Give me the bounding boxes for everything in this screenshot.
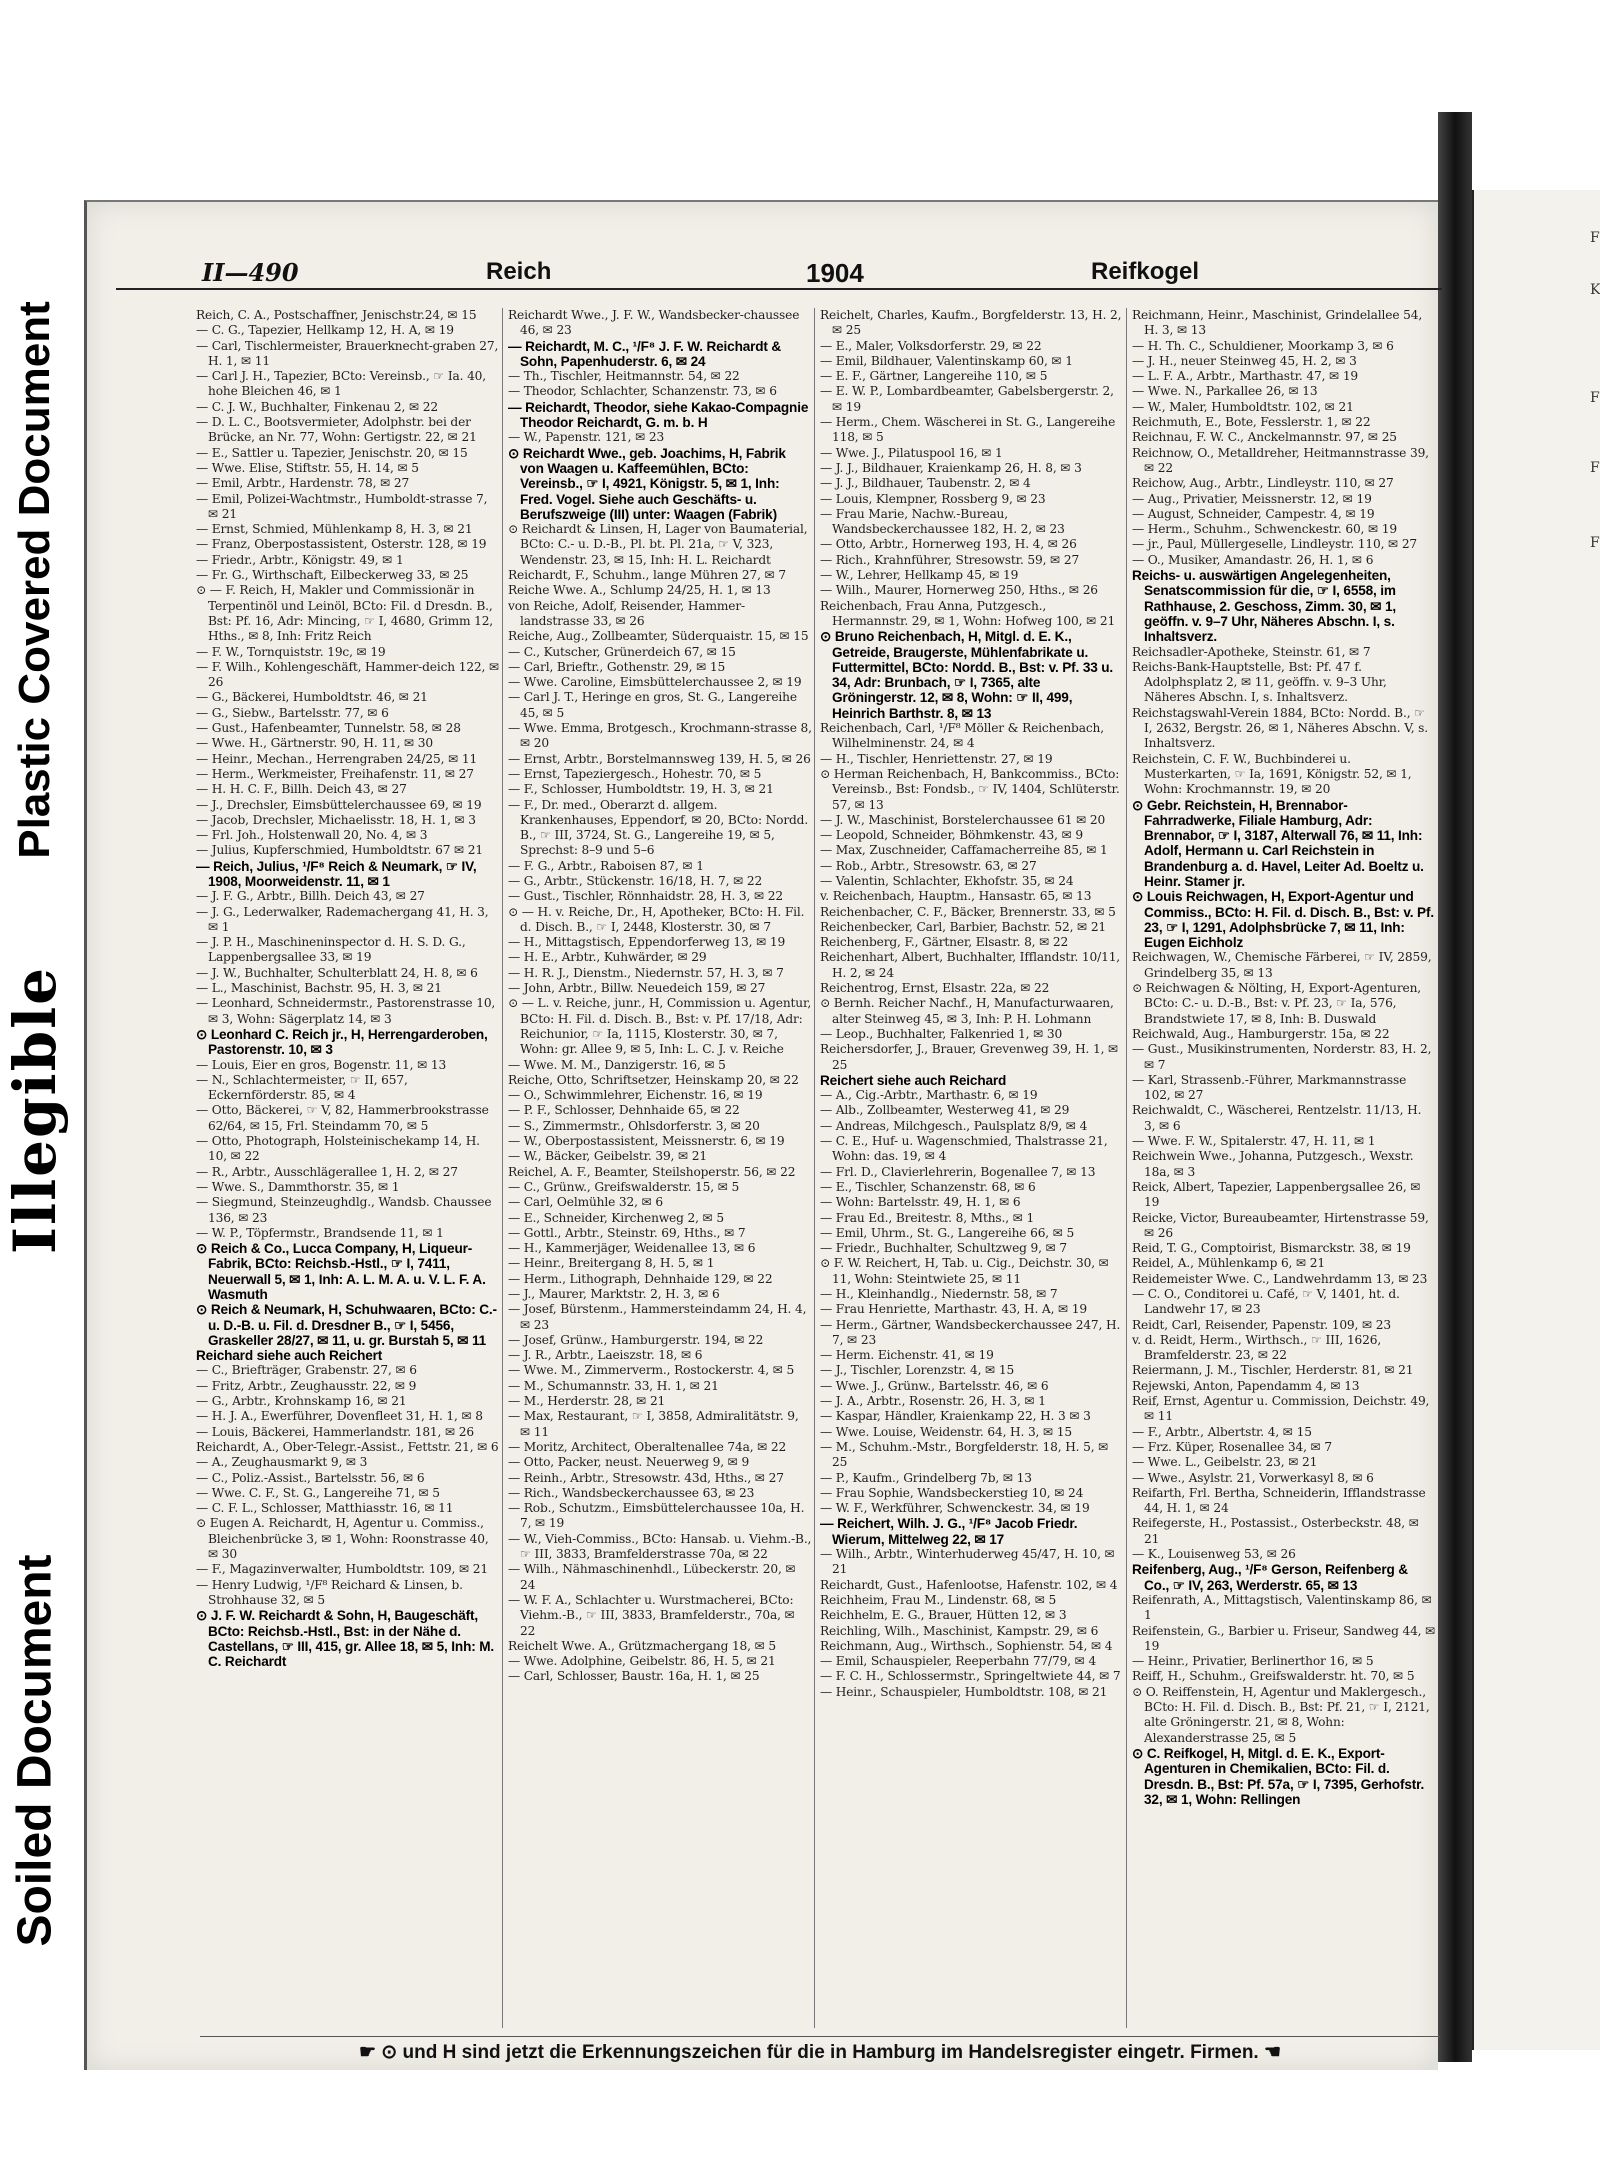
directory-entry: Reich, C. A., Postschaffner, Jenischstr.24, ✉ 15 — [196, 308, 477, 322]
plastic-covered-text: Plastic Covered Document — [10, 301, 59, 859]
directory-entry: — Heinr., Privatier, Berlinerthor 16, ✉ 5 — [1132, 1654, 1374, 1669]
directory-entry: Reichenbach, Frau Anna, Putzgesch., Hermannstr. 29, ✉ 1, Wohn: Hofweg 100, ✉ 21 — [820, 598, 1116, 628]
directory-entry: — Emil, Schauspieler, Reeperbahn 77/79, ✉ 4 — [820, 1654, 1097, 1669]
directory-entry: Reichmann, Heinr., Maschinist, Grindelallee 54, H. 3, ✉ 13 — [1132, 308, 1423, 338]
directory-entry: — Henry Ludwig, ¹/F⁸ Reichard & Linsen, b. Strohhause 32, ✉ 5 — [196, 1577, 463, 1607]
directory-entry: — O., Musiker, Amandastr. 26, H. 1, ✉ 6 — [1132, 552, 1374, 567]
directory-entry: — Kaspar, Händler, Kraienkamp 22, H. 3 ✉ 3 — [820, 1409, 1091, 1424]
directory-entry: Reichardt, Gust., Hafenlootse, Hafenstr. 102, ✉ 4 — [820, 1577, 1118, 1592]
directory-entry: Reicke, Victor, Bureaubeamter, Hirtenstrasse 59, ✉ 26 — [1132, 1210, 1429, 1240]
illegible-label — [0, 960, 70, 1260]
directory-column-3 — [820, 308, 1124, 2028]
directory-entry: — M., Herderstr. 28, ✉ 21 — [508, 1394, 666, 1409]
directory-entry: — Frau Marie, Nachw.-Bureau, Wandsbeckerchaussee 182, H. 2, ✉ 23 — [820, 506, 1065, 537]
directory-entry: — jr., Paul, Müllergeselle, Lindleystr. 110, ✉ 27 — [1132, 537, 1418, 552]
directory-entry: — Gust., Hafenbeamter, Tunnelstr. 58, ✉ 28 — [196, 721, 461, 736]
directory-entry: — Frau Sophie, Wandsbeckerstieg 10, ✉ 24 — [820, 1485, 1084, 1500]
directory-entry: — H. H. C. F., Billh. Deich 43, ✉ 27 — [196, 782, 407, 797]
directory-entry: — O., Schwimmlehrer, Eichenstr. 16, ✉ 19 — [508, 1088, 763, 1103]
directory-entry: — John, Arbtr., Billw. Neuedeich 159, ✉ 27 — [508, 981, 766, 996]
directory-entry: — Frau Henriette, Marthastr. 43, H. A, ✉ 19 — [820, 1302, 1088, 1317]
directory-entry: — Leop., Buchhalter, Falkenried 1, ✉ 30 — [820, 1026, 1063, 1041]
directory-entry: Reiche Wwe. A., Schlump 24/25, H. 1, ✉ 13 — [508, 583, 771, 598]
directory-entry: — P. F., Schlosser, Dehnhaide 65, ✉ 22 — [508, 1103, 740, 1118]
directory-entry: — Frl. Joh., Holstenwall 20, No. 4, ✉ 3 — [196, 828, 428, 843]
adjacent-page-letter: K — [1590, 282, 1600, 298]
directory-entry: Reiche, Otto, Schriftsetzer, Heinskamp 20, ✉ 22 — [508, 1072, 799, 1087]
directory-entry: — C. J. W., Buchhalter, Finkenau 2, ✉ 22 — [196, 399, 438, 414]
directory-entry: ⊙ — H. v. Reiche, Dr., H, Apotheker, BCto: H. Fil. d. Disch. B., ☞ I, 2448, Klosterstr. 30, ✉ 7 — [508, 904, 805, 934]
directory-entry: — F., Dr. med., Oberarzt d. allgem. Krankenhauses, Eppendorf, ✉ 20, BCto: Nordd. B., ☞ III, 3724, St. G., Langereihe 19, ✉ 5, Sprechst: 8–9 und 5–6 — [508, 797, 809, 858]
column-divider — [502, 308, 503, 2028]
directory-entry: — Otto, Arbtr., Hornerweg 193, H. 4, ✉ 26 — [820, 537, 1077, 552]
page-footer-note: ☛ ⊙ und H sind jetzt die Erkennungszeichen für die in Hamburg im Handelsregister eingetr. Firmen. ☚ — [200, 2036, 1440, 2070]
directory-entry-firm: — Reich, Julius, ¹/F⁸ Reich & Neumark, ☞ IV, 1908, Moorweidenstr. 11, ✉ 1 — [196, 858, 477, 889]
directory-entry: ⊙ — F. Reich, H, Makler und Commissionär in Terpentinöl und Leinöl, BCto: Fil. d Dresdn. B., Bst: Pf. 16, Adr: Mincing, ☞ I, 4680, Grimm 12, Hths., ✉ 8, Inh: Fritz Reich — [196, 583, 494, 644]
directory-entry: — J., Drechsler, Eimsbüttelerchaussee 69, ✉ 19 — [196, 797, 482, 812]
page-number: II—490 — [202, 258, 299, 287]
directory-entry: — C., Grünw., Greifswalderstr. 15, ✉ 5 — [508, 1179, 740, 1194]
directory-entry-firm: ⊙ Bruno Reichenbach, H, Mitgl. d. E. K., Getreide, Braugerste, Mühlenfabrikate u. Futtermittel, BCto: Nordd. B., Bst: v. Pf. 33 u. 34, Adr: Brunbach, ☞ I, 7365, alte Gröningerstr. 12, ✉ 8, Wohn: ☞ II, 499, Heinrich Barthstr. 8, ✉ 13 — [820, 629, 1114, 721]
directory-entry: — E., Tischler, Schanzenstr. 68, ✉ 6 — [820, 1179, 1036, 1194]
directory-entry: — J. W., Buchhalter, Schulterblatt 24, H. 8, ✉ 6 — [196, 965, 478, 980]
directory-entry: — Moritz, Architect, Oberaltenallee 74a, ✉ 22 — [508, 1439, 787, 1454]
directory-entry: — E., Maler, Volksdorferstr. 29, ✉ 22 — [820, 338, 1042, 353]
directory-entry: — Gottl., Arbtr., Steinstr. 69, Hths., ✉ 7 — [508, 1225, 746, 1240]
directory-entry: — Ernst, Tapeziergesch., Hohestr. 70, ✉ 5 — [508, 766, 762, 781]
directory-entry: — A., Cig.-Arbtr., Marthastr. 6, ✉ 19 — [820, 1088, 1038, 1103]
adjacent-page-letter: F — [1590, 390, 1600, 406]
directory-entry: Reichhelm, E. G., Brauer, Hütten 12, ✉ 3 — [820, 1608, 1067, 1623]
directory-entry: — J. G., Lederwalker, Rademachergang 41, H. 3, ✉ 1 — [196, 904, 489, 934]
directory-entry: ⊙ Herman Reichenbach, H, Bankcommiss., BCto: Vereinsb., Bst: Fondsb., ☞ IV, 1404, Schlüterstr. 57, ✉ 13 — [820, 766, 1120, 812]
directory-entry: Reif, Ernst, Agentur u. Commission, Deichstr. 49, ✉ 11 — [1132, 1394, 1430, 1424]
directory-entry: Reichheim, Frau M., Lindenstr. 68, ✉ 5 — [820, 1592, 1057, 1607]
directory-entry-firm: Reifenberg, Aug., ¹/F⁸ Gerson, Reifenberg & Co., ☞ IV, 263, Werderstr. 65, ✉ 13 — [1132, 1562, 1408, 1593]
directory-entry: — Otto, Photograph, Holsteinischekamp 14, H. 10, ✉ 22 — [196, 1134, 480, 1164]
directory-entry-firm: ⊙ Reich & Neumark, H, Schuhwaaren, BCto: C.- u. D.-B. u. Fil. d. Dresdner B., ☞ I, 5456, Graskeller 28/27, ✉ 11, u. gr. Burstah 5, ✉ 11 — [196, 1302, 497, 1348]
directory-entry: — Otto, Packer, neust. Neuerweg 9, ✉ 9 — [508, 1455, 750, 1470]
directory-entry: — Carl, Tischlermeister, Brauerknecht-graben 27, H. 1, ✉ 11 — [196, 338, 499, 368]
directory-entry: — Wwe. J., Pilatuspool 16, ✉ 1 — [820, 445, 1003, 460]
directory-entry: — W., Papenstr. 121, ✉ 23 — [508, 430, 665, 445]
directory-entry: — Theodor, Schlachter, Schanzenstr. 73, ✉ 6 — [508, 384, 777, 399]
directory-entry: — Jacob, Drechsler, Michaelisstr. 18, H. 1, ✉ 3 — [196, 812, 476, 827]
directory-entry: — Alb., Zollbeamter, Westerweg 41, ✉ 29 — [820, 1103, 1070, 1118]
directory-entry: ⊙ Reichardt & Linsen, H, Lager von Baumaterial, BCto: C.- u. D.-B., Pl. bt. Pl. 21a, ☞ V, 323, Wendenstr. 23, ✉ 15, Inh: H. L. Reichardt — [508, 522, 808, 567]
directory-entry: — M., Schuhm.-Mstr., Borgfelderstr. 18, H. 5, ✉ 25 — [820, 1439, 1109, 1470]
directory-entry: von Reiche, Adolf, Reisender, Hammer-landstrasse 33, ✉ 26 — [508, 598, 745, 628]
directory-entry: — W. F., Werkführer, Schwenckestr. 34, ✉ 19 — [820, 1501, 1090, 1516]
directory-entry-firm: ⊙ Louis Reichwagen, H, Export-Agentur und Commiss., BCto: H. Fil. d. Disch. B., Bst: v. Pf. 23, ☞ I, 1291, Adolphsbrücke 7, ✉ 11, Inh: Eugen Eichholz — [1132, 889, 1434, 951]
directory-entry-firm: ⊙ C. Reifkogel, H, Mitgl. d. E. K., Export-Agenturen in Chemikalien, BCto: Fil. d. Dresdn. B., Bst: Pf. 57a, ☞ I, 7395, Gerhofstr. 32, ✉ 1, Wohn: Rellingen — [1132, 1745, 1425, 1807]
directory-entry: — H., Tischler, Henriettenstr. 27, ✉ 19 — [820, 751, 1053, 766]
directory-entry: — D. L. C., Bootsvermieter, Adolphstr. bei der Brücke, an Nr. 77, Wohn: Gertigstr. 22, ✉ 21 — [196, 415, 477, 445]
directory-entry: — C. E., Huf- u. Wagenschmied, Thalstrasse 21, Wohn: das. 19, ✉ 4 — [820, 1134, 1108, 1164]
illegible-text: Illegible — [1, 965, 69, 1255]
directory-entry: — J. P. H., Maschineninspector d. H. S. D. G., Lappenbergsallee 33, ✉ 19 — [196, 935, 466, 965]
directory-entry: — A., Zeughausmarkt 9, ✉ 3 — [196, 1455, 368, 1470]
directory-entry: — W., Maler, Humboldtstr. 102, ✉ 21 — [1132, 399, 1354, 414]
directory-entry: Reichardt, F., Schuhm., lange Mühren 27, ✉ 7 — [508, 568, 786, 583]
page-header — [116, 256, 1442, 290]
directory-entry: — G., Arbtr., Stückenstr. 16/18, H. 7, ✉ 22 — [508, 873, 763, 888]
directory-entry: — R., Arbtr., Ausschlägerallee 1, H. 2, ✉ 27 — [196, 1164, 458, 1179]
directory-entry: — Wohn: Bartelsstr. 49, H. 1, ✉ 6 — [820, 1195, 1021, 1210]
directory-entry: — M., Schumannstr. 33, H. 1, ✉ 21 — [508, 1378, 719, 1393]
directory-entry: — Wwe. Adolphine, Geibelstr. 86, H. 5, ✉ 21 — [508, 1654, 776, 1669]
directory-entry: — H. E., Arbtr., Kuhwärder, ✉ 29 — [508, 950, 707, 965]
directory-entry: — Ernst, Schmied, Mühlenkamp 8, H. 3, ✉ 21 — [196, 522, 473, 537]
directory-entry: — Friedr., Buchhalter, Schultzweg 9, ✉ 7 — [820, 1241, 1067, 1256]
directory-entry-firm: — Reichardt, Theodor, siehe Kakao-Compagnie Theodor Reichardt, G. m. b. H — [508, 399, 809, 431]
directory-column-2 — [508, 308, 812, 2028]
directory-entry: — Herm., Chem. Wäscherei in St. G., Langereihe 118, ✉ 5 — [820, 415, 1116, 445]
directory-entry: — Herm., Schuhm., Schwenckestr. 60, ✉ 19 — [1132, 522, 1397, 537]
directory-entry: — Wwe., Asylstr. 21, Vorwerkasyl 8, ✉ 6 — [1132, 1470, 1374, 1485]
directory-entry-firm: — Reichardt, M. C., ¹/F⁸ J. F. W. Reichardt & Sohn, Papenhuderstr. 6, ✉ 24 — [508, 338, 782, 369]
directory-entry: — Wwe. L., Geibelstr. 23, ✉ 21 — [1132, 1455, 1318, 1470]
directory-entry: — Carl J. H., Tapezier, BCto: Vereinsb., ☞ Ia. 40, hohe Bleichen 46, ✉ 1 — [196, 369, 487, 399]
directory-entry: — Otto, Bäckerei, ☞ V, 82, Hammerbrookstrasse 62/64, ✉ 15, Frl. Steindamm 70, ✉ 5 — [196, 1103, 489, 1133]
adjacent-page-letter: F — [1590, 535, 1600, 551]
directory-entry: — Emil, Arbtr., Hardenstr. 78, ✉ 27 — [196, 476, 410, 491]
directory-entry: Reichwald, Aug., Hamburgerstr. 15a, ✉ 22 — [1132, 1026, 1390, 1041]
directory-entry: — F., Arbtr., Albertstr. 4, ✉ 15 — [1132, 1424, 1312, 1439]
directory-entry: — Carl, Brieftr., Gothenstr. 29, ✉ 15 — [508, 659, 726, 674]
directory-entry: — S., Zimmermstr., Ohlsdorferstr. 3, ✉ 20 — [508, 1118, 760, 1133]
directory-entry: — Rich., Wandsbeckerchaussee 63, ✉ 23 — [508, 1485, 755, 1500]
directory-entry: — Wwe. N., Parkallee 26, ✉ 13 — [1132, 384, 1318, 399]
directory-entry: — Fr. G., Wirthschaft, Eilbeckerweg 33, ✉ 25 — [196, 568, 469, 583]
directory-entry: — Josef, Bürstenm., Hammersteindamm 24, H. 4, ✉ 23 — [508, 1302, 807, 1332]
directory-entry: — Josef, Grünw., Hamburgerstr. 194, ✉ 22 — [508, 1332, 764, 1347]
directory-entry: — C., Poliz.-Assist., Bartelsstr. 56, ✉ 6 — [196, 1470, 425, 1485]
directory-entry: Reichel, A. F., Beamter, Steilshoperstr. 56, ✉ 22 — [508, 1164, 796, 1179]
directory-entry: Reichwaldt, C., Wäscherei, Rentzelstr. 11/13, H. 3, ✉ 6 — [1132, 1103, 1422, 1133]
directory-entry: — Rob., Arbtr., Stresowstr. 63, ✉ 27 — [820, 858, 1037, 873]
directory-entry: ⊙ — L. v. Reiche, junr., H, Commission u. Agentur, BCto: H. Fil. d. Disch. B., Bst: v. Pf. 17/18, Adr: Reichunior, ☞ Ia, 1115, Klosterstr. 30, ✉ 7, Wohn: gr. Allee 9, ✉ 5, Inh: L. C. J. v. Reiche — [508, 996, 812, 1057]
directory-entry: — J. R., Arbtr., Laeiszstr. 18, ✉ 6 — [508, 1348, 703, 1363]
directory-entry: — G., Arbtr., Krohnskamp 16, ✉ 21 — [196, 1394, 407, 1409]
directory-entry: — C. O., Conditorei u. Café, ☞ V, 1401, ht. d. Landwehr 17, ✉ 23 — [1132, 1287, 1400, 1317]
directory-entry: — Rob., Schutzm., Eimsbüttelerchaussee 10a, H. 7, ✉ 19 — [508, 1501, 805, 1531]
directory-entry: Reifenstein, G., Barbier u. Friseur, Sandweg 44, ✉ 19 — [1132, 1623, 1436, 1653]
directory-entry: — W., Lehrer, Hellkamp 45, ✉ 19 — [820, 568, 1019, 583]
directory-entry: — Friedr., Arbtr., Königstr. 49, ✉ 1 — [196, 552, 404, 567]
directory-entry: — Heinr., Breitergang 8, H. 5, ✉ 1 — [508, 1256, 715, 1271]
directory-entry: — Louis, Eier en gros, Bogenstr. 11, ✉ 13 — [196, 1057, 447, 1072]
directory-entry: — Siegmund, Steinzeughdlg., Wandsb. Chaussee 136, ✉ 23 — [196, 1195, 492, 1225]
directory-entry-firm: ⊙ J. F. W. Reichardt & Sohn, H, Baugeschäft, BCto: Reichsb.-Hstl., Bst: in der Nähe d. Castellans, ☞ III, 415, gr. Allee 18, ✉ 5, Inh: M. C. Reichardt — [196, 1608, 495, 1670]
directory-entry: — Ernst, Arbtr., Borstelmannsweg 139, H. 5, ✉ 26 — [508, 751, 811, 766]
directory-entry: — Leonhard, Schneidermstr., Pastorenstrasse 10, ✉ 3, Wohn: Sägerplatz 14, ✉ 3 — [196, 996, 496, 1026]
directory-entry: — C., Kutscher, Grünerdeich 67, ✉ 15 — [508, 644, 736, 659]
directory-entry: — August, Schneider, Campestr. 4, ✉ 19 — [1132, 506, 1375, 521]
directory-entry: — H. R. J., Dienstm., Niedernstr. 57, H. 3, ✉ 7 — [508, 965, 784, 980]
directory-entry: — F. W., Tornquiststr. 19c, ✉ 19 — [196, 644, 386, 659]
directory-entry: — Frl. D., Clavierlehrerin, Bogenallee 7, ✉ 13 — [820, 1164, 1096, 1179]
directory-entry: — Heinr., Mechan., Herrengraben 24/25, ✉ 11 — [196, 751, 478, 766]
directory-entry: — J. J., Bildhauer, Taubenstr. 2, ✉ 4 — [820, 476, 1031, 491]
adjacent-page-letter: F — [1590, 230, 1600, 246]
directory-entry-firm: ⊙ Reichardt Wwe., geb. Joachims, H, Fabrik von Waagen u. Kaffeemühlen, BCto: Vereinsb., ☞ I, 4921, Königstr. 5, ✉ 1, Inh: Fred. Vogel. Siehe auch Geschäfts- u. Berufszweige (III) unter: Waagen (Fabrik) — [508, 445, 786, 522]
directory-entry: — F. C. H., Schlossermstr., Springeltwiete 44, ✉ 7 — [820, 1669, 1121, 1684]
header-left-word: Reich — [486, 258, 552, 285]
directory-entry: ⊙ O. Reiffenstein, H, Agentur und Maklergesch., BCto: H. Fil. d. Disch. B., Bst: Pf. 21, ☞ I, 2121, alte Gröningerstr. 21, ✉ 8, Wohn: Alexanderstrasse 25, ✉ 5 — [1132, 1684, 1430, 1745]
directory-entry: — E. F., Gärtner, Langereihe 110, ✉ 5 — [820, 369, 1048, 384]
directory-entry: — Gust., Musikinstrumenten, Norderstr. 83, H. 2, ✉ 7 — [1132, 1042, 1432, 1072]
directory-entry: — Wilh., Arbtr., Winterhuderweg 45/47, H. 10, ✉ 21 — [820, 1547, 1115, 1577]
directory-entry-firm: Reichard siehe auch Reichert — [196, 1348, 383, 1364]
directory-entry: — Emil, Uhrm., St. G., Langereihe 66, ✉ 5 — [820, 1225, 1075, 1240]
directory-entry-firm: — Reichert, Wilh. J. G., ¹/F⁸ Jacob Friedr. Wierum, Mittelweg 22, ✉ 17 — [820, 1516, 1078, 1547]
directory-entry: — C. G., Tapezier, Hellkamp 12, H. A, ✉ 19 — [196, 323, 454, 338]
directory-entry: Reichsadler-Apotheke, Steinstr. 61, ✉ 7 — [1132, 644, 1371, 659]
directory-entry: ⊙ Bernh. Reicher Nachf., H, Manufacturwaaren, alter Steinweg 45, ✉ 3, Inh: P. H. Lohmann — [820, 996, 1114, 1026]
directory-entry: v. d. Reidt, Herm., Wirthsch., ☞ III, 1626, Bramfelderstr. 23, ✉ 22 — [1132, 1332, 1382, 1363]
book-binding — [1438, 112, 1472, 2062]
directory-entry: — Reinh., Arbtr., Stresowstr. 43d, Hths., ✉ 27 — [508, 1470, 784, 1485]
directory-entry: — W. F. A., Schlachter u. Wurstmacherei, BCto: Viehm.-B., ☞ III, 3833, Bramfelderstr., 70a, ✉ 22 — [508, 1592, 795, 1638]
directory-column-4 — [1132, 308, 1436, 2028]
directory-entry: Reichelt, Charles, Kaufm., Borgfelderstr. 13, H. 2, ✉ 25 — [820, 308, 1122, 338]
directory-entry: — G., Siebw., Bartelsstr. 77, ✉ 6 — [196, 705, 389, 720]
directory-entry: — Julius, Kupferschmied, Humboldtstr. 67 ✉ 21 — [196, 843, 484, 858]
directory-entry: — H. J. A., Ewerführer, Dovenfleet 31, H. 1, ✉ 8 — [196, 1409, 483, 1424]
directory-entry: — H. Th. C., Schuldiener, Moorkamp 3, ✉ 6 — [1132, 338, 1394, 353]
directory-entry: Reichardt Wwe., J. F. W., Wandsbecker-chaussee 46, ✉ 23 — [508, 308, 800, 338]
directory-entry: — K., Louisenweg 53, ✉ 26 — [1132, 1547, 1296, 1562]
directory-entry: Reid, T. G., Comptoirist, Bismarckstr. 38, ✉ 19 — [1132, 1241, 1411, 1256]
directory-entry: — Wwe. Caroline, Eimsbüttelerchaussee 2, ✉ 19 — [508, 675, 802, 690]
directory-entry: Reifegerste, H., Postassist., Osterbeckstr. 48, ✉ 21 — [1132, 1516, 1419, 1546]
directory-entry: — H., Kammerjäger, Weidenallee 13, ✉ 6 — [508, 1241, 756, 1256]
directory-entry: — Andreas, Milchgesch., Paulsplatz 8/9, ✉ 4 — [820, 1118, 1088, 1133]
directory-entry-firm: ⊙ Leonhard C. Reich jr., H, Herrengarderoben, Pastorenstr. 10, ✉ 3 — [196, 1026, 488, 1058]
directory-entry: — H., Mittagstisch, Eppendorferweg 13, ✉ 19 — [508, 935, 786, 950]
directory-entry: — Wilh., Nähmaschinenhdl., Lübeckerstr. 20, ✉ 24 — [508, 1562, 796, 1592]
directory-entry: — Wwe. S., Dammthorstr. 35, ✉ 1 — [196, 1179, 400, 1194]
directory-entry: Reidemeister Wwe. C., Landwehrdamm 13, ✉ 23 — [1132, 1271, 1428, 1286]
directory-entry: — Louis, Klempner, Rossberg 9, ✉ 23 — [820, 491, 1046, 506]
directory-entry: Reichelt Wwe. A., Grützmachergang 18, ✉ 5 — [508, 1638, 776, 1653]
directory-entry: — Frau Ed., Breitestr. 8, Mths., ✉ 1 — [820, 1210, 1035, 1225]
directory-entry-firm: ⊙ Gebr. Reichstein, H, Brennabor-Fahrradwerke, Filiale Hamburg, Adr: Brennabor, ☞ I, 3187, Alterwall 76, ✉ 11, Inh: Adolf, Hermann u. Carl Reichstein in Brandenburg a. d. Havel, Leiter Ad. Boeltz u. Heinr. Stamer jr. — [1132, 797, 1424, 889]
directory-entry: — Wwe. M., Zimmerverm., Rostockerstr. 4, ✉ 5 — [508, 1363, 795, 1378]
directory-entry: — Wwe. J., Grünw., Bartelsstr. 46, ✉ 6 — [820, 1378, 1049, 1393]
directory-entry: ⊙ Reichwagen & Nölting, H, Export-Agenturen, BCto: C.- u. D.-B., Bst: v. Pf. 23, ☞ Ia, 576, Brandstwiete 17, ✉ 8, Inh: B. Duswald — [1132, 981, 1422, 1026]
directory-entry: — J. J., Bildhauer, Kraienkamp 26, H. 8, ✉ 3 — [820, 460, 1082, 475]
directory-entry: — Wwe. Elise, Stiftstr. 55, H. 14, ✉ 5 — [196, 460, 419, 475]
directory-entry: Reichnau, F. W. C., Anckelmannstr. 97, ✉ 25 — [1132, 430, 1397, 445]
directory-entry: Reichardt, A., Ober-Telegr.-Assist., Fettstr. 21, ✉ 6 — [196, 1439, 499, 1454]
soiled-document-text: Soiled Document — [8, 1553, 62, 1947]
directory-entry: — Fritz, Arbtr., Zeughausstr. 22, ✉ 9 — [196, 1378, 417, 1393]
adjacent-page-letter: F — [1590, 460, 1600, 476]
directory-entry: — G., Bäckerei, Humboldtstr. 46, ✉ 21 — [196, 690, 428, 705]
directory-entry: — Karl, Strassenb.-Führer, Markmannstrasse 102, ✉ 27 — [1132, 1072, 1407, 1103]
directory-entry: Reichwein Wwe., Johanna, Putzgesch., Wexstr. 18a, ✉ 3 — [1132, 1149, 1414, 1179]
directory-entry: — Carl, Oelmühle 32, ✉ 6 — [508, 1195, 663, 1210]
directory-entry: — Herm., Werkmeister, Freihafenstr. 11, ✉ 27 — [196, 766, 474, 781]
directory-entry: — F. Wilh., Kohlengeschäft, Hammer-deich 122, ✉ 26 — [196, 659, 500, 690]
directory-entry: — C. F. L., Schlosser, Matthiasstr. 16, ✉ 11 — [196, 1501, 454, 1516]
directory-entry: — E., Schneider, Kirchenweg 2, ✉ 5 — [508, 1210, 724, 1225]
directory-entry: Reichs-Bank-Hauptstelle, Bst: Pf. 47 f. Adolphsplatz 2, ✉ 11, geöffn. v. 9–3 Uhr, Näheres Abschn. I, s. Inhaltsverz. — [1132, 659, 1387, 705]
directory-entry: Reiff, H., Schuhm., Greifswalderstr. ht. 70, ✉ 5 — [1132, 1669, 1415, 1684]
directory-entry: — L., Maschinist, Bachstr. 95, H. 3, ✉ 21 — [196, 981, 442, 996]
directory-entry: Reichwagen, W., Chemische Färberei, ☞ IV, 2859, Grindelberg 35, ✉ 13 — [1132, 950, 1432, 980]
directory-entry: — L. F. A., Arbtr., Marthastr. 47, ✉ 19 — [1132, 369, 1359, 384]
directory-entry: — Aug., Privatier, Meissnerstr. 12, ✉ 19 — [1132, 491, 1372, 506]
directory-entry: — Herm., Lithograph, Dehnhaide 129, ✉ 22 — [508, 1271, 773, 1286]
directory-entry: — Wwe. C. F., St. G., Langereihe 71, ✉ 5 — [196, 1485, 440, 1500]
directory-columns — [196, 308, 1440, 2028]
directory-entry: — F., Schlosser, Humboldtstr. 19, H. 3, ✉ 21 — [508, 782, 774, 797]
directory-entry: — Frz. Küper, Rosenallee 34, ✉ 7 — [1132, 1439, 1332, 1454]
directory-entry: — Herm. Eichenstr. 41, ✉ 19 — [820, 1348, 994, 1363]
directory-entry: — Max, Zuschneider, Caffamacherreihe 85, ✉ 1 — [820, 843, 1108, 858]
directory-entry: — Louis, Bäckerei, Hammerlandstr. 181, ✉ 26 — [196, 1424, 474, 1439]
directory-entry: — Wwe. Louise, Weidenstr. 64, H. 3, ✉ 15 — [820, 1424, 1072, 1439]
directory-entry: — W. P., Töpfermstr., Brandsende 11, ✉ 1 — [196, 1225, 444, 1240]
directory-entry: Reichenbacher, C. F., Bäcker, Brennerstr. 33, ✉ 5 — [820, 904, 1116, 919]
directory-entry: Reichenberg, F., Gärtner, Elsastr. 8, ✉ 22 — [820, 935, 1069, 950]
directory-entry: — Th., Tischler, Heitmannstr. 54, ✉ 22 — [508, 369, 740, 384]
directory-entry: Reichenhart, Albert, Buchhalter, Ifflandstr. 10/11, H. 2, ✉ 24 — [820, 950, 1121, 980]
adjacent-page-edge — [1472, 190, 1600, 2050]
directory-entry: — Emil, Bildhauer, Valentinskamp 60, ✉ 1 — [820, 353, 1073, 368]
directory-entry: — J., Maurer, Marktstr. 2, H. 3, ✉ 6 — [508, 1287, 720, 1301]
directory-entry: — W., Oberpostassistent, Meissnerstr. 6, ✉ 19 — [508, 1134, 785, 1149]
directory-entry: Reidt, Carl, Reisender, Papenstr. 109, ✉ 23 — [1132, 1317, 1391, 1332]
directory-entry-firm: ⊙ Reich & Co., Lucca Company, H, Liqueur-Fabrik, BCto: Reichsb.-Hstl., ☞ I, 7411, Neuerwall 5, ✉ 1, Inh: A. L. M. A. u. V. L. F. A. Wasmuth — [196, 1241, 486, 1302]
directory-entry-firm: Reichert siehe auch Reichard — [820, 1072, 1007, 1088]
directory-entry: Reick, Albert, Tapezier, Lappenbergsallee 26, ✉ 19 — [1132, 1179, 1421, 1210]
directory-entry: — Herm., Gärtner, Wandsbeckerchaussee 247, H. 7, ✉ 23 — [820, 1317, 1121, 1347]
directory-entry: — J., Tischler, Lorenzstr. 4, ✉ 15 — [820, 1363, 1015, 1378]
directory-entry: — Leopold, Schneider, Böhmkenstr. 43, ✉ 9 — [820, 828, 1084, 843]
directory-entry: Reiermann, J. M., Tischler, Herderstr. 81, ✉ 21 — [1132, 1363, 1414, 1378]
directory-entry: Reichenbach, Carl, ¹/F⁸ Möller & Reichenbach, Wilhelminenstr. 24, ✉ 4 — [820, 721, 1104, 751]
directory-entry: Reichentrog, Ernst, Elsastr. 22a, ✉ 22 — [820, 981, 1050, 996]
plastic-covered-label — [0, 300, 70, 860]
directory-entry: Reifenrath, A., Mittagstisch, Valentinskamp 86, ✉ 1 — [1132, 1592, 1432, 1623]
directory-entry: Reichersdorfer, J., Brauer, Grevenweg 39, H. 1, ✉ 25 — [820, 1042, 1119, 1072]
header-year: 1904 — [806, 258, 864, 288]
directory-entry: Reichstein, C. F. W., Buchbinderei u. Musterkarten, ☞ Ia, 1691, Königstr. 52, ✉ 1, Wohn: Krochmannstr. 19, ✉ 20 — [1132, 751, 1412, 797]
directory-entry: Reiche, Aug., Zollbeamter, Süderquaistr. 15, ✉ 15 — [508, 629, 809, 644]
header-right-word: Reifkogel — [1091, 258, 1200, 285]
directory-entry: — C., Briefträger, Grabenstr. 27, ✉ 6 — [196, 1363, 417, 1378]
directory-entry: — J. A., Arbtr., Rosenstr. 26, H. 3, ✉ 1 — [820, 1394, 1046, 1409]
column-divider — [1126, 308, 1127, 2028]
directory-entry: — Carl J. T., Heringe en gros, St. G., Langereihe 45, ✉ 5 — [508, 690, 797, 720]
directory-entry: Reifarth, Frl. Bertha, Schneiderin, Ifflandstrasse 44, H. 1, ✉ 24 — [1132, 1485, 1426, 1516]
directory-entry: — Emil, Polizei-Wachtmstr., Humboldt-strasse 7, ✉ 21 — [196, 491, 488, 521]
directory-entry: — E. W. P., Lombardbeamter, Gabelsbergerstr. 2, ✉ 19 — [820, 384, 1114, 414]
directory-entry: Rejewski, Anton, Papendamm 4, ✉ 13 — [1132, 1378, 1360, 1393]
directory-entry: — J. F. G., Arbtr., Billh. Deich 43, ✉ 27 — [196, 889, 425, 904]
directory-entry: — N., Schlachtermeister, ☞ II, 657, Eckernförderstr. 85, ✉ 4 — [196, 1072, 408, 1103]
directory-column-1 — [196, 308, 500, 2028]
directory-entry: — Carl, Schlosser, Baustr. 16a, H. 1, ✉ 25 — [508, 1669, 760, 1684]
directory-entry: — Valentin, Schlachter, Ekhofstr. 35, ✉ 24 — [820, 873, 1074, 888]
directory-entry: — Gust., Tischler, Rönnhaidstr. 28, H. 3, ✉ 22 — [508, 889, 783, 904]
directory-entry: — Wwe. Emma, Brotgesch., Krochmann-strasse 8, ✉ 20 — [508, 721, 812, 751]
directory-entry: — Wwe. F. W., Spitalerstr. 47, H. 11, ✉ 1 — [1132, 1134, 1376, 1149]
directory-entry: Reichmann, Aug., Wirthsch., Sophienstr. 54, ✉ 4 — [820, 1638, 1113, 1653]
directory-entry: ⊙ F. W. Reichert, H, Tab. u. Cig., Deichstr. 30, ✉ 11, Wohn: Steintwiete 25, ✉ 11 — [820, 1256, 1109, 1286]
directory-entry: — Wwe. M. M., Danzigerstr. 16, ✉ 5 — [508, 1057, 726, 1072]
directory-entry: — F. G., Arbtr., Raboisen 87, ✉ 1 — [508, 858, 704, 873]
directory-entry: Reichow, Aug., Arbtr., Lindleystr. 110, ✉ 27 — [1132, 476, 1394, 491]
directory-entry: Reichnow, O., Metalldreher, Heitmannstrasse 39, ✉ 22 — [1132, 445, 1429, 475]
soiled-document-label — [0, 1470, 70, 2030]
directory-entry: v. Reichenbach, Hauptm., Hansastr. 65, ✉ 13 — [820, 889, 1092, 904]
directory-entry: — P., Kaufm., Grindelberg 7b, ✉ 13 — [820, 1470, 1032, 1485]
directory-entry: — Rich., Krahnführer, Stresowstr. 59, ✉ 27 — [820, 552, 1080, 567]
directory-entry: Reichmuth, E., Bote, Fesslerstr. 1, ✉ 22 — [1132, 415, 1371, 430]
directory-entry: — Max, Restaurant, ☞ I, 3858, Admiralitätstr. 9, ✉ 11 — [508, 1409, 799, 1439]
column-divider — [814, 308, 815, 2028]
directory-entry: Reichling, Wilh., Maschinist, Kampstr. 29, ✉ 6 — [820, 1623, 1099, 1638]
directory-entry: — J. H., neuer Steinweg 45, H. 2, ✉ 3 — [1132, 353, 1357, 368]
directory-entry: — Heinr., Schauspieler, Humboldtstr. 108, ✉ 21 — [820, 1684, 1108, 1699]
directory-entry: — H., Kleinhandlg., Niedernstr. 58, ✉ 7 — [820, 1287, 1058, 1301]
directory-entry: Reichstagswahl-Verein 1884, BCto: Nordd. B., ☞ I, 2632, Bergstr. 26, ✉ 1, Näheres Abschn. V, s. Inhaltsverz. — [1132, 705, 1428, 751]
directory-entry: — F., Magazinverwalter, Humboldtstr. 109, ✉ 21 — [196, 1562, 488, 1577]
directory-entry: — J. W., Maschinist, Borstelerchaussee 61 ✉ 20 — [820, 812, 1106, 827]
directory-entry: — Wilh., Maurer, Hornerweg 250, Hths., ✉ 26 — [820, 583, 1098, 598]
directory-entry: Reichenbecker, Carl, Barbier, Bachstr. 52, ✉ 21 — [820, 919, 1107, 934]
directory-entry-firm: Reichs- u. auswärtigen Angelegenheiten, Senatscommission für die, ☞ I, 6558, im Rathhause, 2. Geschoss, Zimm. 30, ✉ 1, geöffn. v. 9–7 Uhr, Näheres Abschn. I, s. Inhaltsverz. — [1132, 568, 1396, 645]
directory-entry: — W., Bäcker, Geibelstr. 39, ✉ 21 — [508, 1149, 708, 1164]
directory-entry: ⊙ Eugen A. Reichardt, H, Agentur u. Commiss., Bleichenbrücke 3, ✉ 1, Wohn: Roonstrasse 40, ✉ 30 — [196, 1516, 489, 1562]
directory-entry: — Franz, Oberpostassistent, Osterstr. 128, ✉ 19 — [196, 537, 487, 552]
directory-entry: Reidel, A., Mühlenkamp 6, ✉ 21 — [1132, 1256, 1325, 1271]
directory-entry: — Wwe. H., Gärtnerstr. 90, H. 11, ✉ 30 — [196, 736, 434, 751]
directory-entry: — E., Sattler u. Tapezier, Jenischstr. 20, ✉ 15 — [196, 445, 468, 460]
directory-entry: — W., Vieh-Commiss., BCto: Hansab. u. Viehm.-B., ☞ III, 3833, Bramfelderstrasse 70a, ✉ 22 — [508, 1531, 812, 1562]
